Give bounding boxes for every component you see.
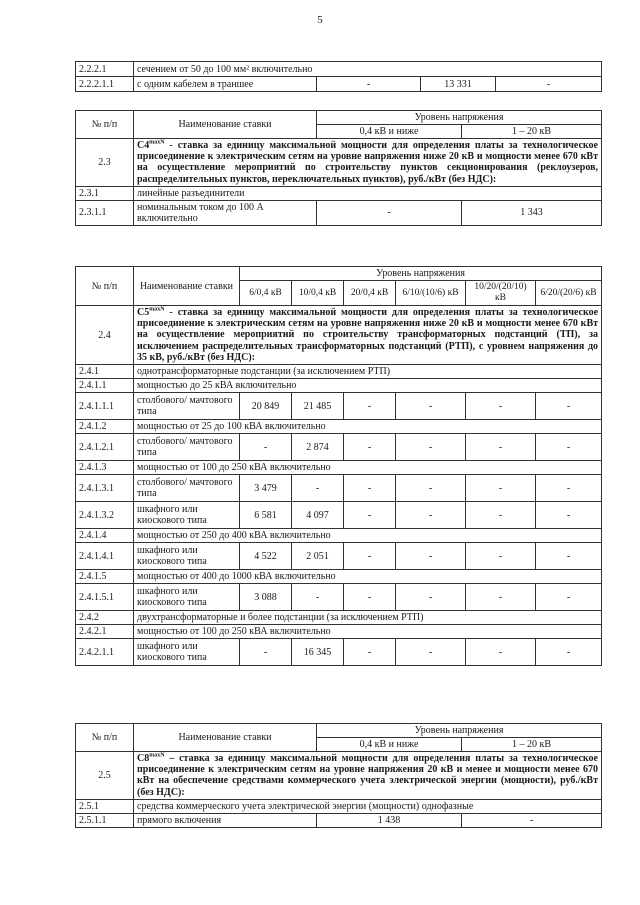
rate-symbol: C4	[137, 140, 150, 151]
row-number: 2.4.1.2.1	[76, 434, 134, 461]
table-sectioning-points	[75, 110, 602, 226]
table-row	[76, 62, 602, 77]
table-row	[76, 625, 602, 639]
value-cell: 4 097	[292, 502, 344, 529]
rate-description	[134, 306, 602, 365]
header-col: 10/0,4 кВ	[292, 281, 344, 306]
row-number: 2.5	[76, 752, 134, 800]
header-name: Наименование ставки	[134, 724, 317, 752]
row-number: 2.4.2	[76, 611, 134, 625]
row-text: линейные разъединители	[134, 186, 602, 200]
value-cell: -	[344, 639, 396, 666]
table-row	[76, 434, 602, 461]
row-text: мощностью от 400 до 1000 кВА включительно	[134, 570, 602, 584]
header-number: № п/п	[76, 724, 134, 752]
rate-symbol: C5	[137, 307, 150, 318]
row-number: 2.4.1.3	[76, 461, 134, 475]
value-cell: -	[536, 584, 602, 611]
table-header-row	[76, 267, 602, 281]
row-number: 2.4.1.3.1	[76, 475, 134, 502]
value-cell: -	[466, 434, 536, 461]
value-cell: -	[344, 584, 396, 611]
rate-superscript: maxN	[149, 306, 165, 313]
value-cell: -	[466, 502, 536, 529]
header-col: 1 – 20 кВ	[462, 738, 602, 752]
row-text: шкафного или киоскового типа	[134, 584, 240, 611]
value-cell: -	[396, 639, 466, 666]
table-row	[76, 475, 602, 502]
value-cell: -	[396, 502, 466, 529]
page-number: 5	[317, 14, 323, 26]
table-row	[76, 393, 602, 420]
value-cell: -	[466, 393, 536, 420]
row-number: 2.3.1.1	[76, 200, 134, 225]
value-cell: 3 479	[240, 475, 292, 502]
value-cell: 3 088	[240, 584, 292, 611]
value-cell: -	[344, 543, 396, 570]
table-row	[76, 502, 602, 529]
rate-description	[134, 752, 602, 800]
table-row	[76, 365, 602, 379]
header-voltage-level: Уровень напряжения	[317, 724, 602, 738]
row-text: однотрансформаторные подстанции (за исключением РТП)	[134, 365, 602, 379]
row-number: 2.4.1	[76, 365, 134, 379]
value-cell: -	[292, 475, 344, 502]
value-cell: -	[536, 393, 602, 420]
table-row	[76, 200, 602, 225]
header-col: 0,4 кВ и ниже	[317, 125, 462, 139]
value-cell: -	[317, 77, 421, 92]
header-voltage-level: Уровень напряжения	[240, 267, 602, 281]
table-row	[76, 186, 602, 200]
row-number: 2.4.1.4	[76, 529, 134, 543]
header-col: 6/20/(20/6) кВ	[536, 281, 602, 306]
table-row	[76, 420, 602, 434]
table-row	[76, 813, 602, 827]
row-number: 2.4.1.5	[76, 570, 134, 584]
header-col: 6/0,4 кВ	[240, 281, 292, 306]
header-name: Наименование ставки	[134, 267, 240, 306]
row-text: мощностью от 25 до 100 кВА включительно	[134, 420, 602, 434]
header-col: 20/0,4 кВ	[344, 281, 396, 306]
header-col: 6/10/(10/6) кВ	[396, 281, 466, 306]
row-text: шкафного или киоскового типа	[134, 502, 240, 529]
value-cell: 16 345	[292, 639, 344, 666]
row-text: номинальным током до 100 А включительно	[134, 200, 317, 225]
value-cell: -	[396, 475, 466, 502]
table-cable-rates	[75, 61, 602, 92]
value-cell: -	[536, 434, 602, 461]
row-number: 2.4.1.5.1	[76, 584, 134, 611]
table-row	[76, 306, 602, 365]
value-cell: 2 874	[292, 434, 344, 461]
rate-description	[134, 139, 602, 187]
row-number: 2.4	[76, 306, 134, 365]
row-text: с одним кабелем в траншее	[134, 77, 317, 92]
rate-text: – ставка за единицу максимальной мощности для определения платы за технологическое присоединение к электрическим сетям на уровне напряжения 20 кВ и менее и мощности менее 670 кВт на обеспечение средствами коммерческого учета электрической энергии (мощности), руб./кВт (без НДС):	[137, 753, 598, 798]
value-cell: -	[466, 639, 536, 666]
rate-text: - ставка за единицу максимальной мощности для определения платы за технологическое присоединение к электрическим сетям на уровне напряжения ниже 20 кВ и мощности менее 670 кВт на осуществление мероприятий по строительству трансформаторных подстанций (ТП), за исключением распределительных трансформаторных подстанций (РТП), с уровнем напряжения до 35 кВ, руб./кВт (без НДС):	[137, 307, 599, 363]
table-row	[76, 139, 602, 187]
row-number: 2.4.1.2	[76, 420, 134, 434]
row-number: 2.3	[76, 139, 134, 187]
header-col: 1 – 20 кВ	[462, 125, 602, 139]
row-text: столбового/ мачтового типа	[134, 393, 240, 420]
table-row	[76, 584, 602, 611]
table-header-row	[76, 724, 602, 738]
row-number: 2.4.2.1	[76, 625, 134, 639]
table-metering	[75, 723, 602, 828]
value-cell: -	[536, 475, 602, 502]
rate-symbol: C8	[137, 753, 150, 764]
row-text: столбового/ мачтового типа	[134, 434, 240, 461]
value-cell: 20 849	[240, 393, 292, 420]
value-cell: -	[536, 502, 602, 529]
table-row	[76, 379, 602, 393]
table-row	[76, 752, 602, 800]
value-cell: 1 343	[462, 200, 602, 225]
table-row	[76, 799, 602, 813]
row-text: мощностью от 250 до 400 кВА включительно	[134, 529, 602, 543]
value-cell: -	[396, 543, 466, 570]
value-cell: -	[240, 639, 292, 666]
row-text: средства коммерческого учета электрической энергии (мощности) однофазные	[134, 799, 602, 813]
row-number: 2.5.1.1	[76, 813, 134, 827]
table-row	[76, 77, 602, 92]
value-cell: -	[396, 393, 466, 420]
row-number: 2.5.1	[76, 799, 134, 813]
value-cell: 21 485	[292, 393, 344, 420]
value-cell: 13 331	[421, 77, 496, 92]
row-text: шкафного или киоскового типа	[134, 543, 240, 570]
value-cell: 6 581	[240, 502, 292, 529]
value-cell: -	[344, 434, 396, 461]
value-cell: -	[466, 475, 536, 502]
table-row	[76, 543, 602, 570]
header-name: Наименование ставки	[134, 111, 317, 139]
row-text: шкафного или киоскового типа	[134, 639, 240, 666]
value-cell: -	[536, 639, 602, 666]
row-text: мощностью от 100 до 250 кВА включительно	[134, 625, 602, 639]
row-number: 2.4.1.3.2	[76, 502, 134, 529]
value-cell: -	[466, 543, 536, 570]
row-number: 2.3.1	[76, 186, 134, 200]
value-cell: -	[462, 813, 602, 827]
value-cell: -	[292, 584, 344, 611]
table-row	[76, 611, 602, 625]
value-cell: -	[496, 77, 602, 92]
value-cell: -	[536, 543, 602, 570]
value-cell: -	[240, 434, 292, 461]
value-cell: -	[344, 502, 396, 529]
header-col: 0,4 кВ и ниже	[317, 738, 462, 752]
row-text: прямого включения	[134, 813, 317, 827]
table-row	[76, 639, 602, 666]
value-cell: -	[466, 584, 536, 611]
row-text: двухтрансформаторные и более подстанции (за исключением РТП)	[134, 611, 602, 625]
value-cell: 2 051	[292, 543, 344, 570]
rate-superscript: maxN	[149, 139, 165, 146]
row-text: мощностью от 100 до 250 кВА включительно	[134, 461, 602, 475]
row-number: 2.4.1.4.1	[76, 543, 134, 570]
header-voltage-level: Уровень напряжения	[317, 111, 602, 125]
value-cell: -	[396, 434, 466, 461]
header-number: № п/п	[76, 267, 134, 306]
row-number: 2.2.2.1	[76, 62, 134, 77]
value-cell: -	[396, 584, 466, 611]
row-number: 2.4.1.1.1	[76, 393, 134, 420]
value-cell: -	[344, 393, 396, 420]
table-transformer-substations	[75, 266, 602, 666]
table-row	[76, 461, 602, 475]
rate-text: - ставка за единицу максимальной мощности для определения платы за технологическое присоединение к электрическим сетям на уровне напряжения ниже 20 кВ и мощности менее 670 кВт на осуществление мероприятий по строительству пунктов секционирования (реклоузеров, распределительных пунктов, переключательных пунктов), руб./кВт (без НДС):	[137, 140, 598, 185]
row-text: мощностью до 25 кВА включительно	[134, 379, 602, 393]
row-number: 2.4.1.1	[76, 379, 134, 393]
row-text: столбового/ мачтового типа	[134, 475, 240, 502]
header-col: 10/20/(20/10) кВ	[466, 281, 536, 306]
value-cell: -	[344, 475, 396, 502]
value-cell: 4 522	[240, 543, 292, 570]
table-row	[76, 529, 602, 543]
table-row	[76, 570, 602, 584]
header-number: № п/п	[76, 111, 134, 139]
value-cell: -	[317, 200, 462, 225]
rate-superscript: maxN	[149, 752, 165, 759]
row-number: 2.2.2.1.1	[76, 77, 134, 92]
row-number: 2.4.2.1.1	[76, 639, 134, 666]
value-cell: 1 438	[317, 813, 462, 827]
row-text: сечением от 50 до 100 мм² включительно	[134, 62, 602, 77]
table-header-row	[76, 111, 602, 125]
